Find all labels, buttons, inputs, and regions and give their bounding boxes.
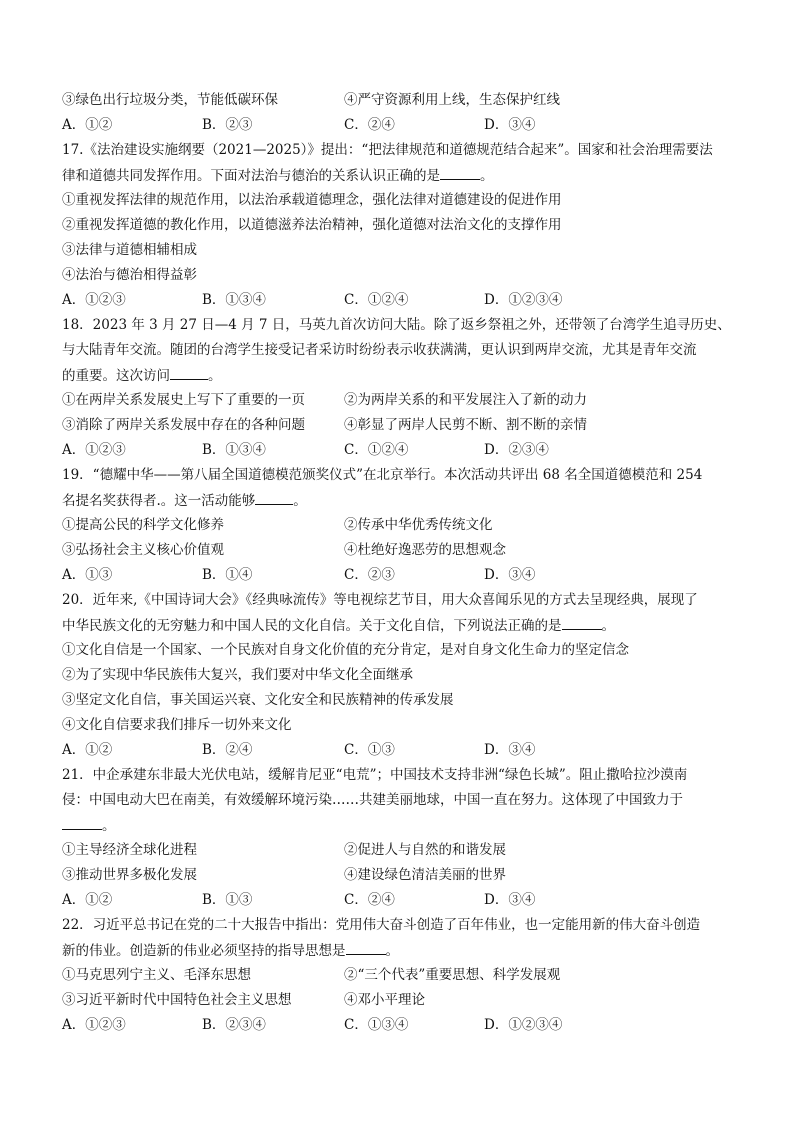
q17-stem-end: 。 [480,168,494,184]
q19-choice-b: B．①④ [202,567,253,583]
q20-option-2: ②为了实现中华民族伟大复兴，我们要对中华文化全面继承 [62,667,413,683]
q17-choice-b: B．①③④ [202,292,266,308]
q17-option-1: ①重视发挥法律的规范作用，以法治承载道德理念，强化法律对道德建设的促进作用 [62,192,562,208]
q17-stem-line-2 [62,165,494,186]
q21-stem-line-1: 21．中企承建东非最大光伏电站，缓解肯尼亚“电荒”；中国技术支持非洲“绿色长城”。阻止撒哈拉沙漠南 [62,767,688,783]
q22-choice-b: B．②③④ [202,1017,266,1033]
q20-option-3: ③坚定文化自信，事关国运兴衰、文化安全和民族精神的传承发展 [62,692,454,708]
q22-stem-line-1: 22．习近平总书记在党的二十大报告中指出：党用伟大奋斗创造了百年伟业，也一定能用新的伟大奋斗创造 [62,917,701,933]
q19-choice-a: A．①③ [62,567,113,583]
q16-option-3: ③绿色出行垃圾分类，节能低碳环保 [62,92,278,108]
q17-choice-a: A．①②③ [62,292,126,308]
answer-blank [440,165,480,180]
q21-option-1: ①主导经济全球化进程 [62,842,197,858]
q21-choice-b: B．①③ [202,892,253,908]
q20-choice-b: B．②④ [202,742,253,758]
q18-stem-end: 。 [208,368,222,384]
q18-choice-d: D．②③④ [484,442,549,458]
q20-stem-end: 。 [601,618,615,634]
q19-choice-c: C．②③ [344,567,395,583]
q22-choice-d: D．①②③④ [484,1017,563,1033]
q20-stem-text: 中华民族文化的无穷魅力和中国人民的文化自信。关于文化自信，下列说法正确的是 [62,618,562,634]
q17-option-2: ②重视发挥道德的教化作用，以道德滋养法治精神，强化道德对法治文化的支撑作用 [62,217,562,233]
q19-choices [62,565,742,585]
q21-option-3: ③推动世界多极化发展 [62,867,197,883]
q19-option-1: ①提高公民的科学文化修养 [62,517,224,533]
q18-option-4: ④彰显了两岸人民剪不断、割不断的亲情 [344,417,587,433]
q18-stem-line-3 [62,365,222,386]
q18-choice-b: B．①③④ [202,442,266,458]
answer-blank [255,490,293,505]
q16-choice-d: D．③④ [484,117,536,133]
q22-option-3: ③习近平新时代中国特色社会主义思想 [62,992,292,1008]
q21-option-2: ②促进人与自然的和谐发展 [344,842,506,858]
q19-choice-d: D．③④ [484,567,536,583]
q16-choices [62,115,742,135]
answer-blank [170,365,208,380]
q20-choice-c: C．①③ [344,742,395,758]
q17-choices [62,290,742,310]
q20-choices [62,740,742,760]
q20-choice-a: A．①② [62,742,113,758]
answer-blank [562,615,602,630]
q17-stem-text: 律和道德共同发挥作用。下面对法治与德治的关系认识正确的是 [62,168,440,184]
q22-choices [62,1015,742,1035]
q21-stem-end: 。 [102,818,116,834]
q17-option-3: ③法律与道德相辅相成 [62,242,197,258]
q20-choice-d: D．③④ [484,742,536,758]
q21-choices [62,890,742,910]
q19-option-4: ④杜绝好逸恶劳的思想观念 [344,542,506,558]
q20-option-4: ④文化自信要求我们排斥一切外来文化 [62,717,292,733]
q19-option-2: ②传承中华优秀传统文化 [344,517,493,533]
q20-stem-line-1: 20．近年来,《中国诗词大会》《经典咏流传》等电视综艺节目，用大众喜闻乐见的方式去呈现经典，展现了 [62,592,698,608]
q22-stem-line-2 [62,940,399,961]
q16-choice-b: B．②③ [202,117,253,133]
q21-choice-a: A．①② [62,892,113,908]
q21-stem-line-3 [62,815,116,836]
q18-choice-a: A．①②③ [62,442,126,458]
q20-option-1: ①文化自信是一个国家、一个民族对自身文化价值的充分肯定，是对自身文化生命力的坚定信念 [62,642,629,658]
q16-choice-a: A．①② [62,117,113,133]
answer-blank [62,815,102,830]
q18-option-3: ③消除了两岸关系发展中存在的各种问题 [62,417,305,433]
q20-stem-line-2 [62,615,615,636]
q17-choice-c: C．①②④ [344,292,409,308]
q17-choice-d: D．①②③④ [484,292,563,308]
q21-stem-line-2: 侵：中国电动大巴在南美，有效缓解环境污染……共建美丽地球，中国一直在努力。这体现了中国致力于 [62,792,683,808]
q22-option-1: ①马克思列宁主义、毛泽东思想 [62,967,251,983]
q17-option-4: ④法治与德治相得益彰 [62,267,197,283]
q18-option-1: ①在两岸关系发展史上写下了重要的一页 [62,392,305,408]
q19-option-3: ③弘扬社会主义核心价值观 [62,542,224,558]
q19-stem-line-1: 19．“德耀中华——第八届全国道德模范颁奖仪式”在北京举行。本次活动共评出 68 名全国道德模范和 254 [62,467,703,483]
q22-stem-end: 。 [385,943,399,959]
q19-stem-text: 名提名奖获得者.。这一活动能够 [62,493,256,509]
q17-stem-line-1: 17.《法治建设实施纲要（2021—2025）》提出：“把法律规范和道德规范结合起来”。国家和社会治理需要法 [62,142,713,158]
q16-option-4: ④严守资源利用上线，生态保护红线 [344,92,560,108]
answer-blank [346,940,386,955]
q21-choice-c: C．②④ [344,892,395,908]
q22-stem-text: 新的伟业。创造新的伟业必须坚持的指导思想是 [62,943,346,959]
q22-choice-c: C．①③④ [344,1017,409,1033]
q21-option-4: ④建设绿色清洁美丽的世界 [344,867,506,883]
q18-choice-c: C．①②④ [344,442,409,458]
q21-choice-d: D．③④ [484,892,536,908]
q18-stem-line-1: 18．2023 年 3 月 27 日—4 月 7 日，马英九首次访问大陆。除了返乡祭祖之外，还带领了台湾学生追寻历史、 [62,317,731,333]
q18-choices [62,440,742,460]
q18-stem-text: 的重要。这次访问 [62,368,170,384]
q18-option-2: ②为两岸关系的和平发展注入了新的动力 [344,392,587,408]
q22-option-4: ④邓小平理论 [344,992,425,1008]
q18-stem-line-2: 与大陆青年交流。随团的台湾学生接受记者采访时纷纷表示收获满满，更认识到两岸交流，尤其是青年交流 [62,342,697,358]
q22-choice-a: A．①②③ [62,1017,126,1033]
q22-option-2: ②“三个代表”重要思想、科学发展观 [344,967,561,983]
q19-stem-line-2 [62,490,307,511]
q16-choice-c: C．②④ [344,117,395,133]
q19-stem-end: 。 [293,493,307,509]
